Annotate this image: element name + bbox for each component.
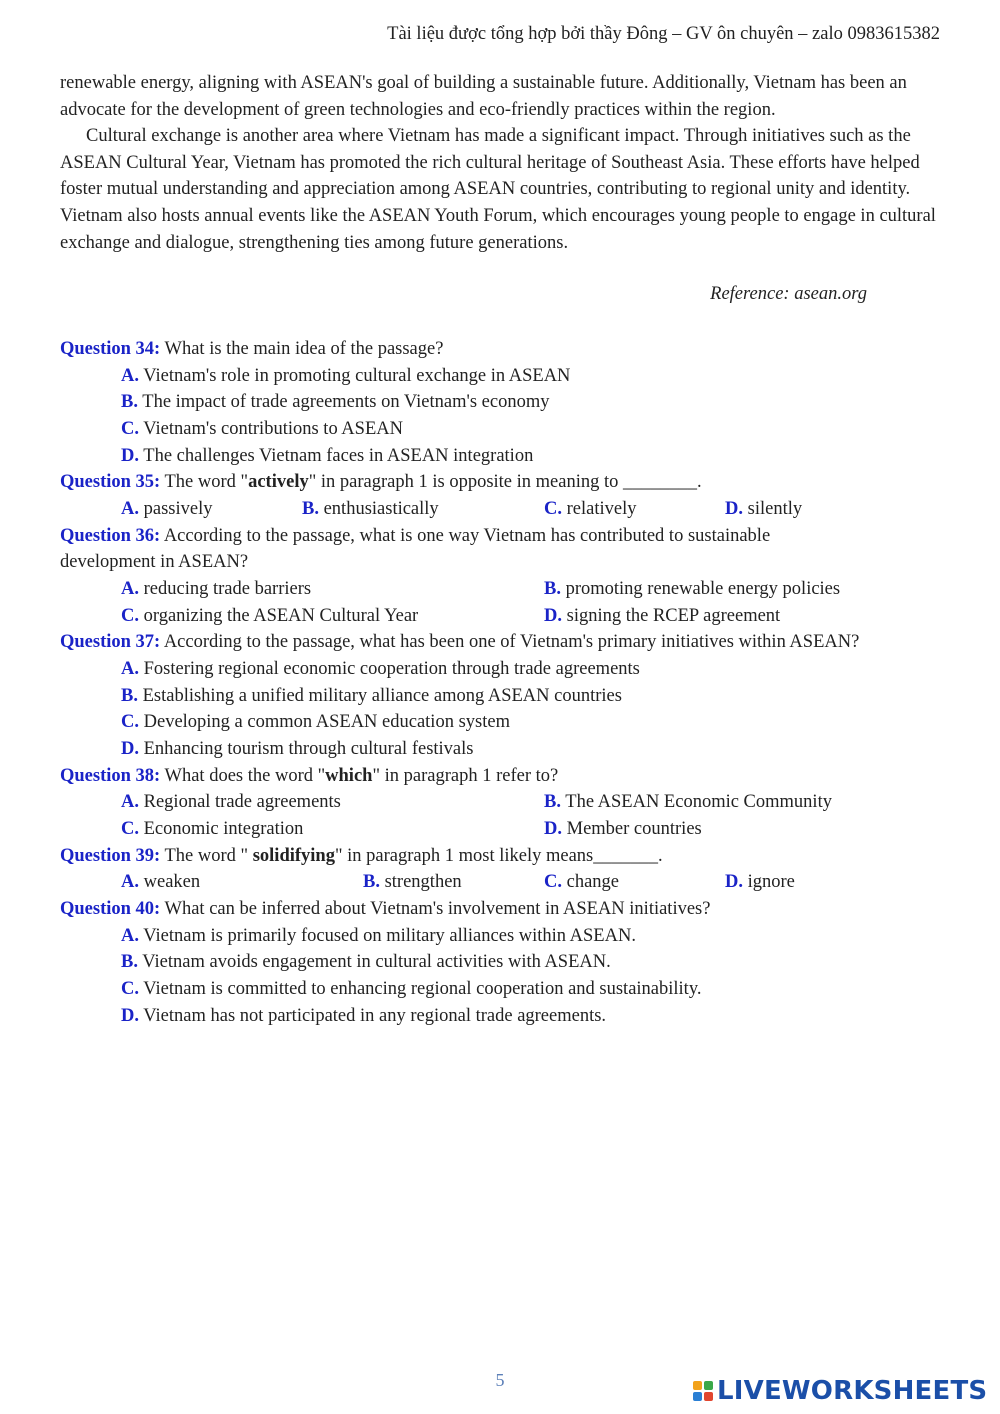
q38-option-b[interactable]: B. The ASEAN Economic Community [544, 792, 832, 812]
question-39: Question 39: The word " solidifying" in paragraph 1 most likely means_______. [60, 846, 663, 866]
highlighted-word: solidifying [252, 846, 335, 866]
question-label: Question 34: [60, 339, 161, 359]
question-36: Question 36: According to the passage, what is one way Vietnam has contributed to sustainable [60, 526, 771, 546]
q37-option-c[interactable]: C. Developing a common ASEAN education system [121, 712, 510, 732]
question-37: Question 37: According to the passage, what has been one of Vietnam's primary initiatives within ASEAN? [60, 632, 860, 652]
q38-option-c[interactable]: C. Economic integration [121, 819, 304, 839]
question-40: Question 40: What can be inferred about Vietnam's involvement in ASEAN initiatives? [60, 899, 711, 919]
q40-option-b[interactable]: B. Vietnam avoids engagement in cultural activities with ASEAN. [121, 952, 611, 972]
q39-option-b[interactable]: B. strengthen [363, 872, 462, 892]
question-38: Question 38: What does the word "which" in paragraph 1 refer to? [60, 766, 559, 786]
q35-option-b[interactable]: B. enthusiastically [302, 499, 439, 519]
q38-option-a[interactable]: A. Regional trade agreements [121, 792, 341, 812]
q34-option-b[interactable]: B. The impact of trade agreements on Vietnam's economy [121, 392, 550, 412]
q40-option-d[interactable]: D. Vietnam has not participated in any regional trade agreements. [121, 1006, 607, 1026]
q37-option-b[interactable]: B. Establishing a unified military alliance among ASEAN countries [121, 686, 622, 706]
highlighted-word: which [325, 766, 373, 786]
passage-paragraph-2: Cultural exchange is another area where Vietnam has made a significant impact. Through initiatives such as the ASEAN Cultural Year, Vietnam has promoted the rich cultural heritage of Southeast Asia. These efforts have helped foster mutual understanding and appreciation among ASEAN countries, contributing to regional unity and identity. Vietnam also hosts annual events like the ASEAN Youth Forum, which encourages young people to engage in cultural exchange and dialogue, strengthening ties among future generations. [60, 126, 936, 253]
question-35: Question 35: The word "actively" in paragraph 1 is opposite in meaning to ________. [60, 472, 702, 492]
liveworksheets-logo [693, 1376, 987, 1406]
question-34 [60, 336, 443, 363]
q36-option-c[interactable]: C. organizing the ASEAN Cultural Year [121, 606, 419, 626]
question-36-continued: development in ASEAN? [60, 552, 249, 572]
brand-logo-icon [693, 1381, 713, 1401]
q37-option-a[interactable]: A. Fostering regional economic cooperation through trade agreements [121, 659, 640, 679]
q35-option-c[interactable]: C. relatively [544, 499, 637, 519]
q39-option-d[interactable]: D. ignore [725, 872, 795, 892]
q37-option-d[interactable]: D. Enhancing tourism through cultural festivals [121, 739, 474, 759]
q35-option-a[interactable]: A. passively [121, 499, 213, 519]
page-header: Tài liệu được tổng hợp bởi thầy Đông – GV ôn chuyên – zalo 0983615382 [387, 24, 940, 44]
q38-option-d[interactable]: D. Member countries [544, 819, 702, 839]
q34-option-a[interactable]: A. Vietnam's role in promoting cultural exchange in ASEAN [121, 366, 571, 386]
q40-option-c[interactable]: C. Vietnam is committed to enhancing regional cooperation and sustainability. [121, 979, 702, 999]
q34-option-d[interactable]: D. The challenges Vietnam faces in ASEAN integration [121, 446, 534, 466]
q34-option-c[interactable]: C. Vietnam's contributions to ASEAN [121, 419, 403, 439]
q36-option-a[interactable]: A. reducing trade barriers [121, 579, 312, 599]
q36-option-b[interactable]: B. promoting renewable energy policies [544, 579, 841, 599]
passage-paragraph-1-end: renewable energy, aligning with ASEAN's goal of building a sustainable future. Additionally, Vietnam has been an advocate for the development of green technologies and eco-friendly practices within the region. [60, 73, 907, 120]
q36-option-d[interactable]: D. signing the RCEP agreement [544, 606, 781, 626]
q35-option-d[interactable]: D. silently [725, 499, 803, 519]
q40-option-a[interactable]: A. Vietnam is primarily focused on military alliances within ASEAN. [121, 926, 636, 946]
question-text: What is the main idea of the passage? [160, 339, 444, 359]
brand-text: LIVEWORKSHEETS [717, 1376, 988, 1406]
q39-option-c[interactable]: C. change [544, 872, 620, 892]
page-number: 5 [495, 1370, 505, 1390]
highlighted-word: actively [248, 472, 309, 492]
reference: Reference: asean.org [710, 284, 867, 304]
q39-option-a[interactable]: A. weaken [121, 872, 201, 892]
